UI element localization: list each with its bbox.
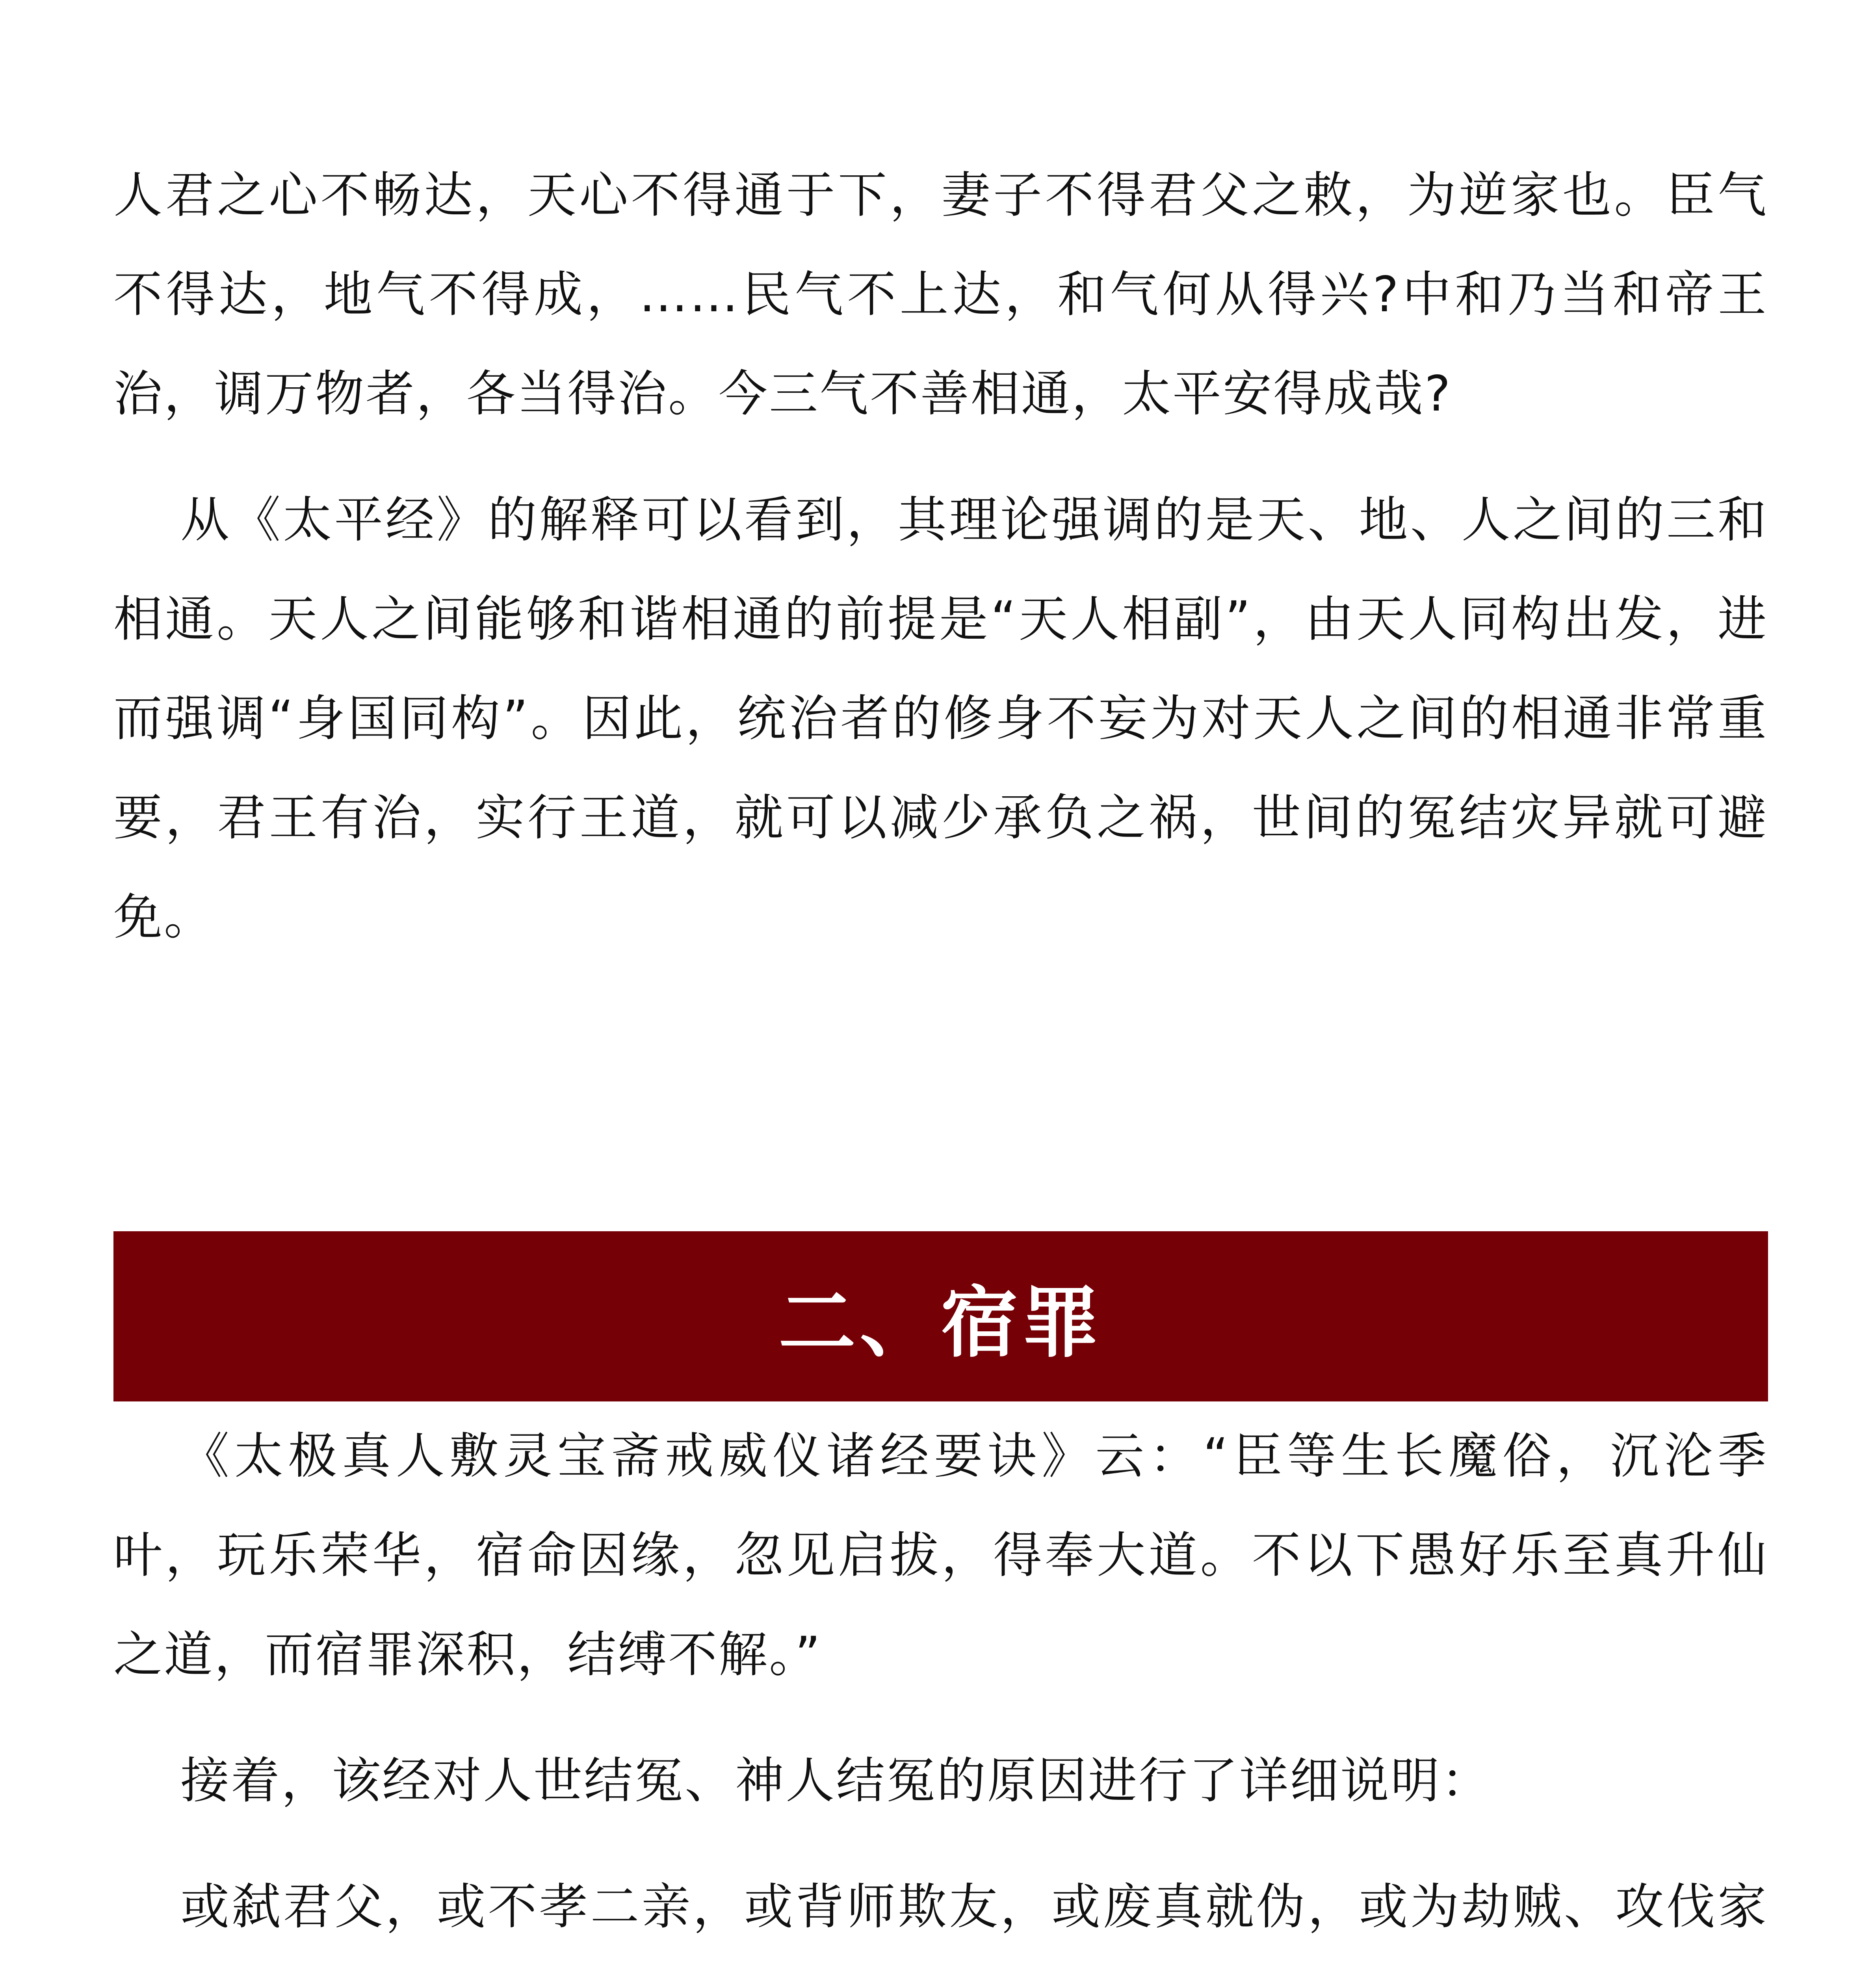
section-heading-title: 二、宿罪 <box>778 1278 1103 1368</box>
paragraph-taiji-quote: 《太极真人敷灵宝斋戒威仪诸经要诀》云：“臣等生长魔俗，沉沦季叶，玩乐荣华，宿命因缘，忽见启拔，得奉大道。不以下愚好乐至真升仙之道，而宿罪深积，结缚不解。” <box>113 1428 1768 1683</box>
section-one <box>113 146 1768 994</box>
paragraph-intro-causes: 接着，该经对人世结冤、神人结冤的原因进行了详细说明： <box>180 1753 1492 1809</box>
paragraph-causes-list: 或弑君父，或不孝二亲，或背师欺友，或废真就伪，或为劫贼、攻伐家 <box>180 1879 1768 1935</box>
section-heading-bar <box>113 1231 1768 1401</box>
section-two <box>113 1407 1768 1970</box>
paragraph-taiping-explanation: 从《太平经》的解释可以看到，其理论强调的是天、地、人之间的三和相通。天人之间能够和谐相通的前提是“天人相副”，由天人同构出发，进而强调“身国同构”。因此，统治者的修身不妄为对天人之间的相通非常重要，君王有治，实行王道，就可以减少承负之祸，世间的冤结灾异就可避免。 <box>113 492 1768 946</box>
paragraph-quote-taiping: 人君之心不畅达，天心不得通于下，妻子不得君父之敕，为逆家也。臣气不得达，地气不得成，……民气不上达，和气何从得兴?中和乃当和帝王治，调万物者，各当得治。今三气不善相通，太平安得成哉? <box>113 167 1768 422</box>
